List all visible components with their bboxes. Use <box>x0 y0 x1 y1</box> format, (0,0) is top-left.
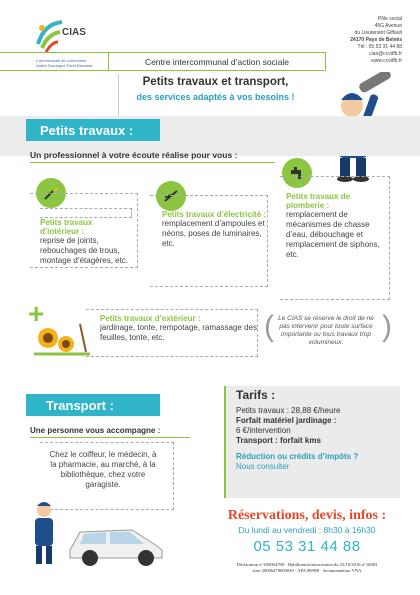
headline <box>108 76 323 102</box>
address-line: du Lieutenant Giffault <box>354 30 402 36</box>
tarif-line: Forfait matériel jardinage : <box>236 416 337 425</box>
transport-intro: Une personne vous accompagne : <box>30 426 190 438</box>
card-body: remplacement de mécanismes de chasse d’eau, débouchage et remplacement de siphons, etc. <box>286 210 380 259</box>
tarif-contact: Nous consulter <box>236 462 290 471</box>
parenthesis-right-icon: ) <box>382 310 392 343</box>
address-line: 45G Avenue <box>374 23 402 29</box>
car-driver-icon <box>22 492 172 572</box>
legal-notice <box>200 562 414 574</box>
card-body: remplacement d’ampoules et néons, poses de luminaires, etc. <box>162 219 265 248</box>
page-subtitle: des services adaptés à vos besoins ! <box>136 92 295 102</box>
opening-hours: Du lundi au vendredi : 8h30 à 16h30 <box>238 525 376 535</box>
page-title: Petits travaux et transport, <box>142 76 289 88</box>
tarif-line: 6 €/intervention <box>236 426 291 435</box>
transport-tab: Transport : <box>26 394 160 416</box>
legal-line: siret 20006478000030 - APA 8899B · documentation VNA <box>252 568 362 573</box>
card-interieur-content <box>40 208 132 266</box>
card-heading: Petits travaux de plomberie : <box>286 192 351 210</box>
card-heading: Petits travaux d’intérieur : <box>40 218 93 236</box>
address-line: 24170 Pays de Belvès <box>350 37 402 43</box>
petits-travaux-tab: Petits travaux : <box>26 119 160 141</box>
tarif-line: Petits travaux : 28,88 €/heure <box>236 406 341 415</box>
centre-title: Centre intercommunal d’action sociale <box>108 52 326 71</box>
address-phone: Tél : 05 53 31 44 88 <box>357 44 402 50</box>
brand-subtitle: Communauté de communes Vallée Dordogne Forêt Bessède <box>36 58 93 68</box>
legal-line: Déclaration n°200064780 - Habilitation/autorisation du 25/10/2016 n°16003 <box>236 562 378 567</box>
petits-travaux-intro: Un professionnel à votre écoute réalise pour vous : <box>30 150 275 163</box>
tarif-line: Transport : forfait kms <box>236 436 321 445</box>
card-body: reprise de joints, rebouchages de trous, montage d’étagères, etc. <box>40 236 129 265</box>
card-body: jardinage, tonte, rempotage, ramassage des feuilles, tonte, etc. <box>100 323 257 342</box>
brand-name: CIAS <box>62 27 86 38</box>
plus-icon: + <box>28 298 45 329</box>
transport-body: Chez le coiffeur, le médecin, à la pharmacie, au marché, à la bibliothèque, chez votre garagiste. <box>49 450 157 489</box>
address-email[interactable]: cias@ccvdfb.fr <box>369 51 402 57</box>
cias-notice: Le CIAS se réserve le droit de ne pas intervenir pour toute surface importante ou tous travaux trop volumineux. <box>278 315 374 346</box>
parenthesis-left-icon: ( <box>264 310 274 343</box>
phone-number[interactable]: 05 53 31 44 88 <box>253 538 361 555</box>
address-line: Pôle social <box>377 16 402 22</box>
header-divider <box>0 52 108 71</box>
tarifs-heading: Tarifs : <box>236 388 276 402</box>
card-plomberie-content <box>286 192 388 260</box>
card-heading: Petits travaux d’électricité : <box>162 210 267 219</box>
card-electricite-content <box>162 210 268 249</box>
card-heading: Petits travaux d’extérieur : <box>100 314 201 323</box>
card-exterieur-content <box>100 314 260 343</box>
reservations-heading: Réservations, devis, infos : <box>227 508 387 523</box>
tarif-tax-question: Réduction ou crédits d’impôts ? <box>236 452 359 461</box>
address-web[interactable]: www.ccvdfb.fr <box>371 58 402 64</box>
